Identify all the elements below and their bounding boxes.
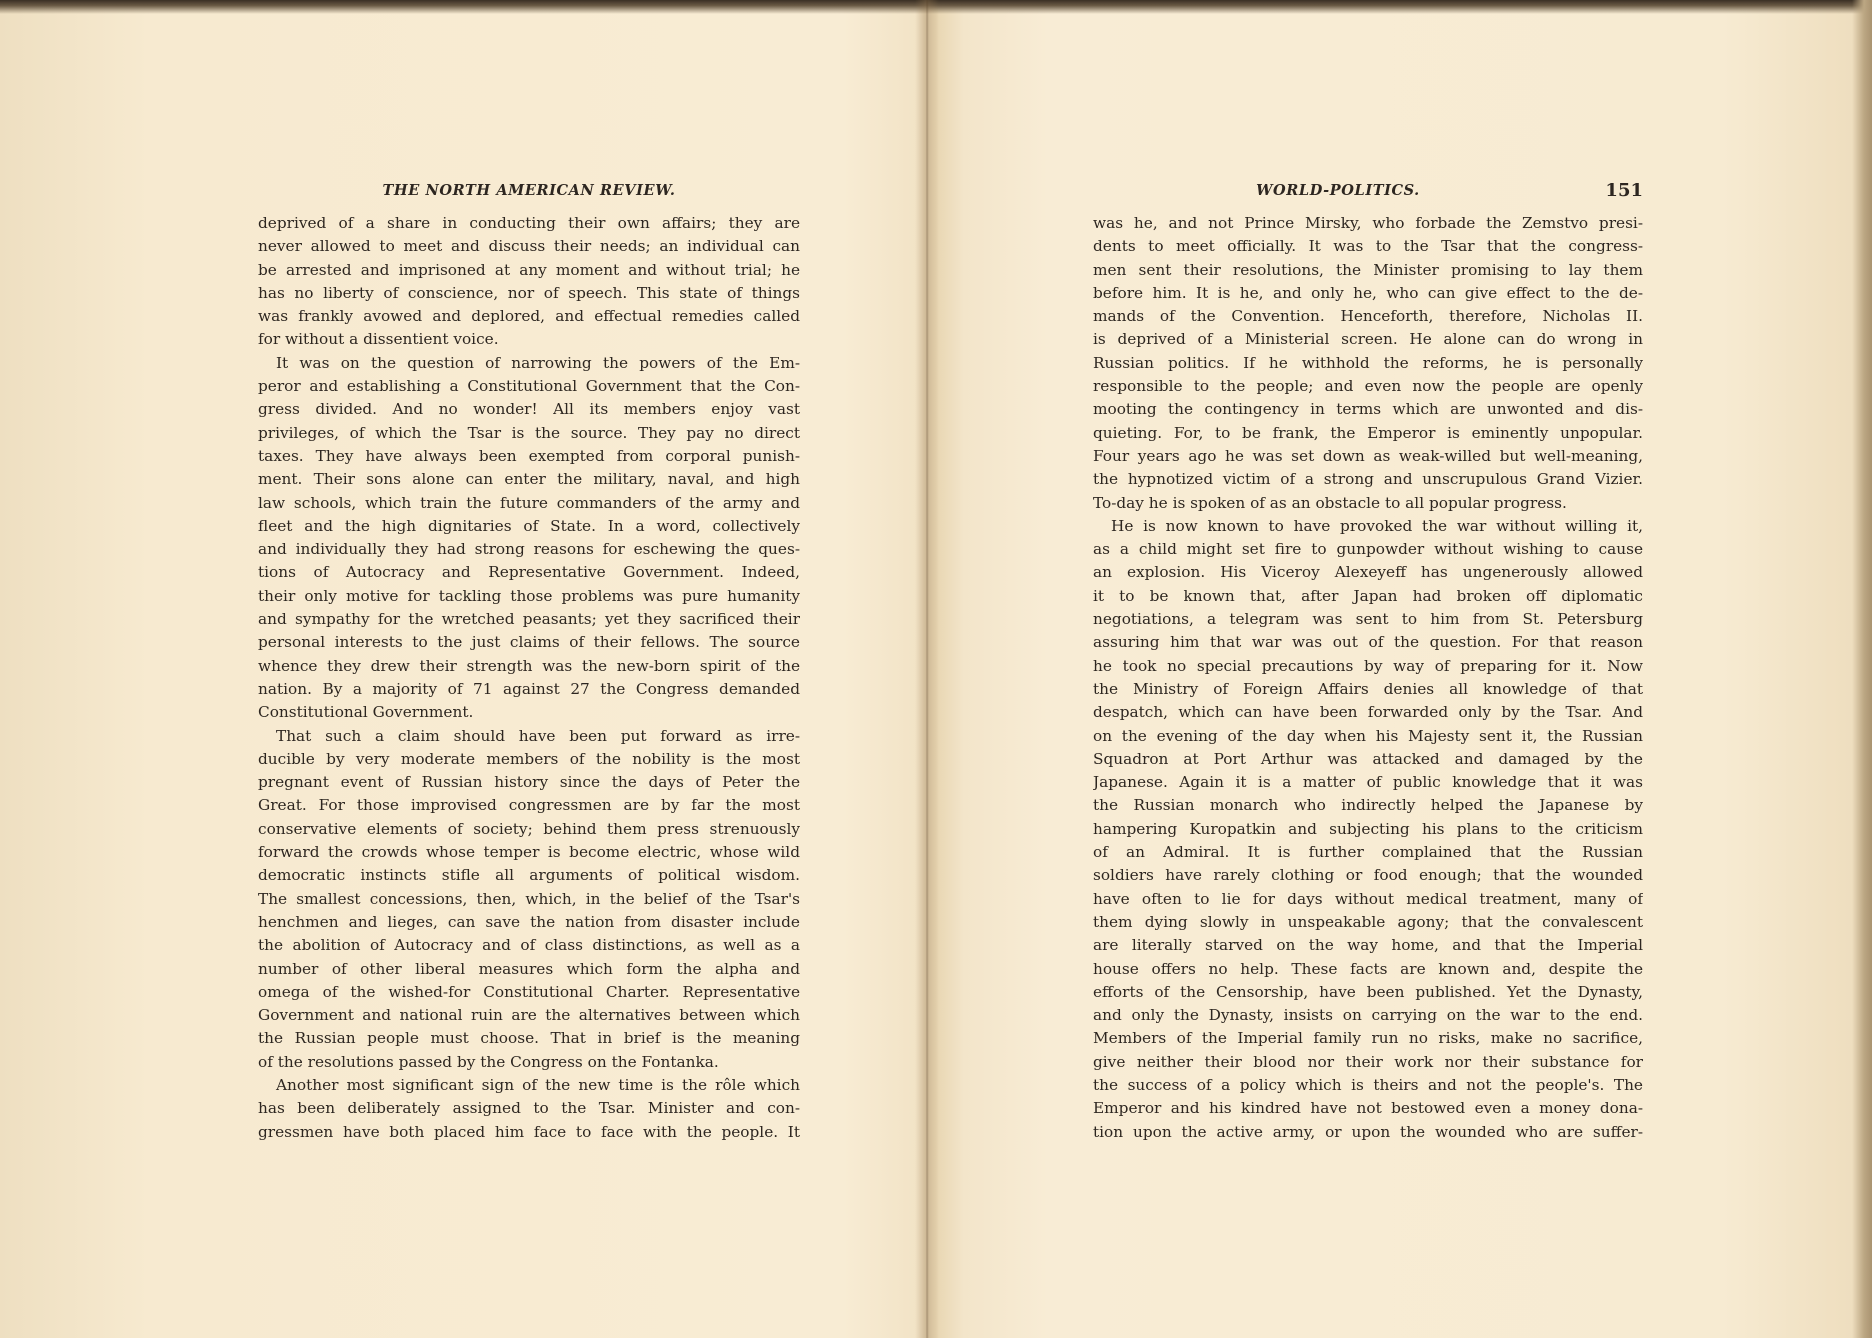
text-line: Constitutional Government. bbox=[258, 703, 474, 722]
right-page-edge bbox=[1852, 0, 1872, 1338]
text-line: was frankly avowed and deplored, and effectual remedies called bbox=[258, 307, 800, 326]
text-line: Another most significant sign of the new time is the rôle which bbox=[276, 1075, 800, 1094]
text-line: democratic instincts stifle all arguments of political wisdom. bbox=[258, 866, 800, 885]
text-line: are literally starved on the way home, and that the Imperial bbox=[1093, 936, 1643, 955]
right-page bbox=[1093, 182, 1643, 1144]
text-line: tion upon the active army, or upon the wounded who are suffer- bbox=[1093, 1122, 1643, 1141]
paragraph bbox=[258, 725, 800, 1074]
text-line: negotiations, a telegram was sent to him from St. Petersburg bbox=[1093, 610, 1643, 629]
text-line: fleet and the high dignitaries of State. In a word, collectively bbox=[258, 516, 800, 535]
text-line: tions of Autocracy and Representative Government. Indeed, bbox=[258, 563, 800, 582]
text-line: he took no special precautions by way of preparing for it. Now bbox=[1093, 656, 1643, 675]
left-page-body bbox=[258, 212, 800, 1144]
running-head-title: THE NORTH AMERICAN REVIEW. bbox=[382, 182, 676, 199]
text-line: and individually they had strong reasons for eschewing the ques- bbox=[258, 540, 800, 559]
running-head-title: WORLD-POLITICS. bbox=[1256, 182, 1420, 199]
left-page bbox=[258, 182, 800, 1144]
text-line: be arrested and imprisoned at any moment and without trial; he bbox=[258, 260, 800, 279]
paragraph bbox=[258, 352, 800, 725]
paragraph bbox=[1093, 515, 1643, 1144]
text-line: of an Admiral. It is further complained that the Russian bbox=[1093, 843, 1643, 862]
text-line: personal interests to the just claims of their fellows. The source bbox=[258, 633, 800, 652]
text-line: the hypnotized victim of a strong and unscrupulous Grand Vizier. bbox=[1093, 470, 1643, 489]
text-line: assuring him that war was out of the question. For that reason bbox=[1093, 633, 1643, 652]
text-line: number of other liberal measures which form the alpha and bbox=[258, 959, 800, 978]
text-line: mooting the contingency in terms which are unwonted and dis- bbox=[1093, 400, 1643, 419]
text-line: pregnant event of Russian history since the days of Peter the bbox=[258, 773, 800, 792]
text-line: Russian politics. If he withhold the reforms, he is personally bbox=[1093, 353, 1643, 372]
text-line: taxes. They have always been exempted from corporal punish- bbox=[258, 446, 800, 465]
text-line: Members of the Imperial family run no risks, make no sacrifice, bbox=[1093, 1029, 1643, 1048]
text-line: gressmen have both placed him face to face with the people. It bbox=[258, 1122, 800, 1141]
text-line: has been deliberately assigned to the Tsar. Minister and con- bbox=[258, 1099, 800, 1118]
text-line: have often to lie for days without medical treatment, many of bbox=[1093, 889, 1643, 908]
text-line: the Ministry of Foreign Affairs denies all knowledge of that bbox=[1093, 679, 1643, 698]
text-line: henchmen and lieges, can save the nation from disaster include bbox=[258, 912, 800, 931]
text-line: Japanese. Again it is a matter of public knowledge that it was bbox=[1093, 773, 1643, 792]
paragraph bbox=[258, 212, 800, 352]
text-line: Great. For those improvised congressmen are by far the most bbox=[258, 796, 800, 815]
text-line: as a child might set fire to gunpowder without wishing to cause bbox=[1093, 540, 1643, 559]
text-line: conservative elements of society; behind them press strenuously bbox=[258, 819, 800, 838]
text-line: the Russian monarch who indirectly helped the Japanese by bbox=[1093, 796, 1643, 815]
page-number: 151 bbox=[1605, 180, 1643, 201]
text-line: deprived of a share in conducting their own affairs; they are bbox=[258, 214, 800, 232]
text-line: To-day he is spoken of as an obstacle to all popular progress. bbox=[1093, 493, 1567, 512]
text-line: and only the Dynasty, insists on carrying on the war to the end. bbox=[1093, 1006, 1643, 1025]
text-line: and sympathy for the wretched peasants; yet they sacrificed their bbox=[258, 610, 800, 629]
text-line: on the evening of the day when his Majesty sent it, the Russian bbox=[1093, 726, 1643, 745]
text-line: law schools, which train the future commanders of the army and bbox=[258, 493, 800, 512]
text-line: The smallest concessions, then, which, in the belief of the Tsar's bbox=[258, 889, 800, 908]
text-line: has no liberty of conscience, nor of speech. This state of things bbox=[258, 283, 800, 302]
running-head-right bbox=[1093, 182, 1643, 212]
text-line: give neither their blood nor their work nor their substance for bbox=[1093, 1052, 1643, 1071]
text-line: was he, and not Prince Mirsky, who forbade the Zemstvo presi- bbox=[1093, 214, 1643, 232]
text-line: quieting. For, to be frank, the Emperor is eminently unpopular. bbox=[1093, 423, 1643, 442]
text-line: efforts of the Censorship, have been published. Yet the Dynasty, bbox=[1093, 982, 1643, 1001]
text-line: Squadron at Port Arthur was attacked and damaged by the bbox=[1093, 749, 1643, 768]
text-line: soldiers have rarely clothing or food enough; that the wounded bbox=[1093, 866, 1643, 885]
text-line: the success of a policy which is theirs and not the people's. The bbox=[1093, 1075, 1643, 1094]
text-line: Government and national ruin are the alternatives between which bbox=[258, 1006, 800, 1025]
text-line: whence they drew their strength was the new-born spirit of the bbox=[258, 656, 800, 675]
paragraph bbox=[1093, 212, 1643, 515]
text-line: responsible to the people; and even now the people are openly bbox=[1093, 377, 1643, 396]
text-line: It was on the question of narrowing the powers of the Em- bbox=[276, 353, 800, 372]
text-line: mands of the Convention. Henceforth, therefore, Nicholas II. bbox=[1093, 307, 1643, 326]
text-line: ducible by very moderate members of the nobility is the most bbox=[258, 749, 800, 768]
text-line: hampering Kuropatkin and subjecting his plans to the criticism bbox=[1093, 819, 1643, 838]
text-line: despatch, which can have been forwarded only by the Tsar. And bbox=[1093, 703, 1643, 722]
text-line: their only motive for tackling those problems was pure humanity bbox=[258, 586, 800, 605]
text-line: Four years ago he was set down as weak-willed but well-meaning, bbox=[1093, 446, 1643, 465]
text-line: Emperor and his kindred have not bestowed even a money dona- bbox=[1093, 1099, 1643, 1118]
text-line: men sent their resolutions, the Minister promising to lay them bbox=[1093, 260, 1643, 279]
running-head-left bbox=[258, 182, 800, 212]
paragraph bbox=[258, 1074, 800, 1144]
text-line: house offers no help. These facts are known and, despite the bbox=[1093, 959, 1643, 978]
text-line: for without a dissentient voice. bbox=[258, 330, 499, 349]
text-line: gress divided. And no wonder! All its members enjoy vast bbox=[258, 400, 800, 419]
text-line: That such a claim should have been put forward as irre- bbox=[276, 726, 800, 745]
text-line: forward the crowds whose temper is become electric, whose wild bbox=[258, 843, 800, 862]
text-line: an explosion. His Viceroy Alexeyeff has ungenerously allowed bbox=[1093, 563, 1643, 582]
text-line: dents to meet officially. It was to the Tsar that the congress- bbox=[1093, 237, 1643, 256]
text-line: them dying slowly in unspeakable agony; that the convalescent bbox=[1093, 912, 1643, 931]
text-line: privileges, of which the Tsar is the source. They pay no direct bbox=[258, 423, 800, 442]
text-line: of the resolutions passed by the Congress on the Fontanka. bbox=[258, 1052, 719, 1071]
text-line: omega of the wished-for Constitutional Charter. Representative bbox=[258, 982, 800, 1001]
text-line: peror and establishing a Constitutional Government that the Con- bbox=[258, 377, 800, 396]
text-line: never allowed to meet and discuss their needs; an individual can bbox=[258, 237, 800, 256]
book-gutter bbox=[915, 0, 939, 1338]
right-page-body bbox=[1093, 212, 1643, 1144]
text-line: the abolition of Autocracy and of class distinctions, as well as a bbox=[258, 936, 800, 955]
text-line: ment. Their sons alone can enter the military, naval, and high bbox=[258, 470, 800, 489]
text-line: He is now known to have provoked the war without willing it, bbox=[1111, 516, 1643, 535]
text-line: the Russian people must choose. That in brief is the meaning bbox=[258, 1029, 800, 1048]
text-line: is deprived of a Ministerial screen. He alone can do wrong in bbox=[1093, 330, 1643, 349]
text-line: nation. By a majority of 71 against 27 the Congress demanded bbox=[258, 679, 800, 698]
text-line: before him. It is he, and only he, who can give effect to the de- bbox=[1093, 283, 1643, 302]
text-line: it to be known that, after Japan had broken off diplomatic bbox=[1093, 586, 1643, 605]
